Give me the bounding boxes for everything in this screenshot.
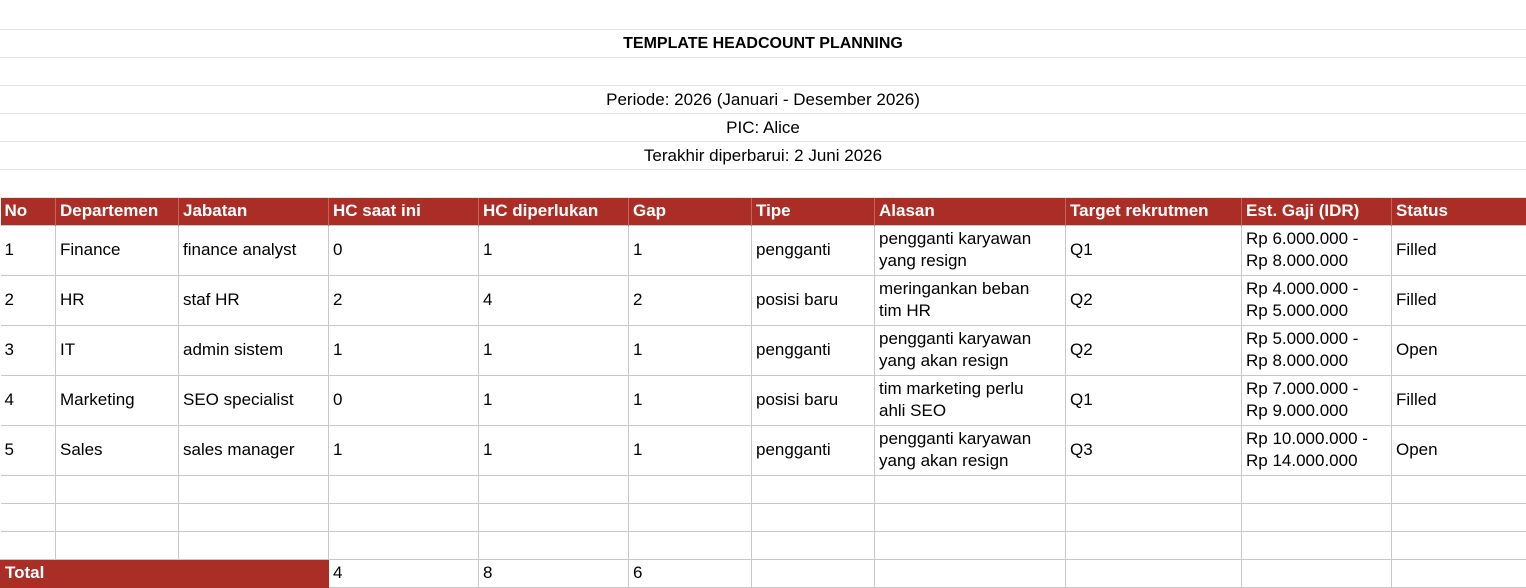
gaji-line: Rp 7.000.000 - bbox=[1246, 378, 1387, 400]
blank-row bbox=[0, 58, 1526, 86]
cell-gap[interactable]: 2 bbox=[629, 275, 752, 325]
empty-cell[interactable] bbox=[1392, 475, 1526, 503]
cell-jabatan[interactable]: sales manager bbox=[179, 425, 329, 475]
empty-cell[interactable] bbox=[752, 503, 875, 531]
cell-tipe[interactable]: pengganti bbox=[752, 225, 875, 275]
total-hc-saat-ini[interactable]: 4 bbox=[329, 559, 479, 587]
table-row bbox=[1, 275, 1526, 325]
table-row bbox=[1, 225, 1526, 275]
empty-cell[interactable] bbox=[1, 475, 56, 503]
cell-alasan[interactable] bbox=[875, 375, 1066, 425]
alasan-line: pengganti karyawan bbox=[879, 228, 1061, 250]
cell-status[interactable]: Open bbox=[1392, 425, 1526, 475]
empty-cell[interactable] bbox=[752, 475, 875, 503]
empty-cell[interactable] bbox=[56, 531, 179, 559]
empty-cell[interactable] bbox=[752, 531, 875, 559]
cell-departemen[interactable]: Finance bbox=[56, 225, 179, 275]
empty-cell[interactable] bbox=[179, 531, 329, 559]
empty-cell[interactable] bbox=[329, 503, 479, 531]
cell-no[interactable]: 3 bbox=[1, 325, 56, 375]
page-title: TEMPLATE HEADCOUNT PLANNING bbox=[0, 30, 1526, 58]
cell-no[interactable]: 2 bbox=[1, 275, 56, 325]
col-header-hc-diperlukan[interactable]: HC diperlukan bbox=[479, 198, 629, 225]
col-header-no[interactable]: No bbox=[1, 198, 56, 225]
cell-gap[interactable]: 1 bbox=[629, 325, 752, 375]
cell-hc-diperlukan[interactable]: 1 bbox=[479, 425, 629, 475]
cell-alasan[interactable] bbox=[875, 275, 1066, 325]
total-gap[interactable]: 6 bbox=[629, 559, 752, 587]
gaji-line: Rp 9.000.000 bbox=[1246, 400, 1387, 422]
gaji-line: Rp 6.000.000 - bbox=[1246, 228, 1387, 250]
cell-status[interactable]: Open bbox=[1392, 325, 1526, 375]
alasan-line: tim marketing perlu bbox=[879, 378, 1061, 400]
cell-tipe[interactable]: posisi baru bbox=[752, 375, 875, 425]
cell-status[interactable]: Filled bbox=[1392, 275, 1526, 325]
period-text: Periode: 2026 (Januari - Desember 2026) bbox=[0, 86, 1526, 114]
empty-cell[interactable] bbox=[875, 559, 1066, 587]
empty-cell[interactable] bbox=[329, 531, 479, 559]
empty-cell[interactable] bbox=[1066, 475, 1242, 503]
sheet-header bbox=[0, 0, 1526, 198]
gaji-line: Rp 5.000.000 - bbox=[1246, 328, 1387, 350]
empty-cell[interactable] bbox=[179, 475, 329, 503]
table-row bbox=[1, 425, 1526, 475]
empty-cell[interactable] bbox=[179, 503, 329, 531]
col-header-alasan[interactable]: Alasan bbox=[875, 198, 1066, 225]
cell-gap[interactable]: 1 bbox=[629, 425, 752, 475]
empty-cell[interactable] bbox=[629, 475, 752, 503]
header-row bbox=[1, 198, 1526, 225]
empty-cell[interactable] bbox=[875, 475, 1066, 503]
empty-cell[interactable] bbox=[1392, 531, 1526, 559]
alasan-line: pengganti karyawan bbox=[879, 428, 1061, 450]
cell-departemen[interactable]: IT bbox=[56, 325, 179, 375]
cell-hc-saat-ini[interactable]: 2 bbox=[329, 275, 479, 325]
cell-hc-diperlukan[interactable]: 4 bbox=[479, 275, 629, 325]
empty-cell[interactable] bbox=[1392, 503, 1526, 531]
cell-no[interactable]: 1 bbox=[1, 225, 56, 275]
cell-hc-saat-ini[interactable]: 0 bbox=[329, 225, 479, 275]
total-label[interactable]: Total bbox=[1, 559, 329, 587]
cell-hc-diperlukan[interactable]: 1 bbox=[479, 325, 629, 375]
alasan-line: ahli SEO bbox=[879, 400, 1061, 422]
cell-target-rekrutmen[interactable]: Q2 bbox=[1066, 275, 1242, 325]
empty-cell[interactable] bbox=[1066, 559, 1242, 587]
cell-no[interactable]: 4 bbox=[1, 375, 56, 425]
alasan-line: pengganti karyawan bbox=[879, 328, 1061, 350]
cell-departemen[interactable]: Sales bbox=[56, 425, 179, 475]
cell-hc-diperlukan[interactable]: 1 bbox=[479, 225, 629, 275]
cell-target-rekrutmen[interactable]: Q1 bbox=[1066, 225, 1242, 275]
alasan-line: meringankan beban bbox=[879, 278, 1061, 300]
cell-departemen[interactable]: HR bbox=[56, 275, 179, 325]
cell-alasan[interactable] bbox=[875, 225, 1066, 275]
empty-cell[interactable] bbox=[1392, 559, 1526, 587]
cell-est-gaji[interactable] bbox=[1242, 225, 1392, 275]
gaji-line: Rp 10.000.000 - bbox=[1246, 428, 1387, 450]
gaji-line: Rp 5.000.000 bbox=[1246, 300, 1387, 322]
alasan-line: yang akan resign bbox=[879, 450, 1061, 472]
empty-cell[interactable] bbox=[629, 503, 752, 531]
cell-target-rekrutmen[interactable]: Q1 bbox=[1066, 375, 1242, 425]
cell-est-gaji[interactable] bbox=[1242, 325, 1392, 375]
cell-est-gaji[interactable] bbox=[1242, 375, 1392, 425]
table-row bbox=[1, 375, 1526, 425]
blank-row bbox=[0, 0, 1526, 30]
col-header-jabatan[interactable]: Jabatan bbox=[179, 198, 329, 225]
col-header-status[interactable]: Status bbox=[1392, 198, 1526, 225]
cell-no[interactable]: 5 bbox=[1, 425, 56, 475]
empty-cell[interactable] bbox=[1242, 503, 1392, 531]
table-row bbox=[1, 325, 1526, 375]
total-hc-diperlukan[interactable]: 8 bbox=[479, 559, 629, 587]
alasan-line: tim HR bbox=[879, 300, 1061, 322]
empty-cell[interactable] bbox=[1066, 503, 1242, 531]
empty-cell[interactable] bbox=[1242, 531, 1392, 559]
empty-cell[interactable] bbox=[329, 475, 479, 503]
empty-cell[interactable] bbox=[1066, 531, 1242, 559]
alasan-line: yang resign bbox=[879, 250, 1061, 272]
gaji-line: Rp 14.000.000 bbox=[1246, 450, 1387, 472]
empty-cell[interactable] bbox=[479, 503, 629, 531]
empty-cell[interactable] bbox=[479, 531, 629, 559]
cell-status[interactable]: Filled bbox=[1392, 225, 1526, 275]
col-header-hc-saat-ini[interactable]: HC saat ini bbox=[329, 198, 479, 225]
gaji-line: Rp 8.000.000 bbox=[1246, 350, 1387, 372]
cell-hc-saat-ini[interactable]: 0 bbox=[329, 375, 479, 425]
empty-cell[interactable] bbox=[56, 503, 179, 531]
gaji-line: Rp 8.000.000 bbox=[1246, 250, 1387, 272]
empty-row bbox=[1, 503, 1526, 531]
col-header-target-rekrutmen[interactable]: Target rekrutmen bbox=[1066, 198, 1242, 225]
cell-jabatan[interactable]: SEO specialist bbox=[179, 375, 329, 425]
col-header-est-gaji[interactable]: Est. Gaji (IDR) bbox=[1242, 198, 1392, 225]
cell-hc-saat-ini[interactable]: 1 bbox=[329, 425, 479, 475]
gaji-line: Rp 4.000.000 - bbox=[1246, 278, 1387, 300]
empty-cell[interactable] bbox=[752, 559, 875, 587]
col-header-departemen[interactable]: Departemen bbox=[56, 198, 179, 225]
cell-est-gaji[interactable] bbox=[1242, 275, 1392, 325]
blank-row bbox=[0, 170, 1526, 198]
cell-gap[interactable]: 1 bbox=[629, 375, 752, 425]
cell-alasan[interactable] bbox=[875, 325, 1066, 375]
total-row bbox=[1, 559, 1526, 587]
empty-cell[interactable] bbox=[479, 475, 629, 503]
cell-est-gaji[interactable] bbox=[1242, 425, 1392, 475]
cell-hc-diperlukan[interactable]: 1 bbox=[479, 375, 629, 425]
cell-tipe[interactable]: posisi baru bbox=[752, 275, 875, 325]
alasan-line: yang akan resign bbox=[879, 350, 1061, 372]
empty-cell[interactable] bbox=[875, 503, 1066, 531]
cell-departemen[interactable]: Marketing bbox=[56, 375, 179, 425]
cell-jabatan[interactable]: admin sistem bbox=[179, 325, 329, 375]
pic-text: PIC: Alice bbox=[0, 114, 1526, 142]
last-updated-text: Terakhir diperbarui: 2 Juni 2026 bbox=[0, 142, 1526, 170]
headcount-table bbox=[0, 198, 1526, 588]
cell-gap[interactable]: 1 bbox=[629, 225, 752, 275]
cell-tipe[interactable]: pengganti bbox=[752, 325, 875, 375]
col-header-tipe[interactable]: Tipe bbox=[752, 198, 875, 225]
empty-row bbox=[1, 531, 1526, 559]
cell-target-rekrutmen[interactable]: Q2 bbox=[1066, 325, 1242, 375]
col-header-gap[interactable]: Gap bbox=[629, 198, 752, 225]
cell-jabatan[interactable]: staf HR bbox=[179, 275, 329, 325]
cell-jabatan[interactable]: finance analyst bbox=[179, 225, 329, 275]
cell-hc-saat-ini[interactable]: 1 bbox=[329, 325, 479, 375]
empty-cell[interactable] bbox=[629, 531, 752, 559]
empty-cell[interactable] bbox=[1242, 559, 1392, 587]
empty-cell[interactable] bbox=[875, 531, 1066, 559]
empty-cell[interactable] bbox=[1242, 475, 1392, 503]
empty-cell[interactable] bbox=[1, 503, 56, 531]
cell-alasan[interactable] bbox=[875, 425, 1066, 475]
cell-target-rekrutmen[interactable]: Q3 bbox=[1066, 425, 1242, 475]
cell-tipe[interactable]: pengganti bbox=[752, 425, 875, 475]
empty-cell[interactable] bbox=[56, 475, 179, 503]
empty-cell[interactable] bbox=[1, 531, 56, 559]
empty-row bbox=[1, 475, 1526, 503]
cell-status[interactable]: Filled bbox=[1392, 375, 1526, 425]
